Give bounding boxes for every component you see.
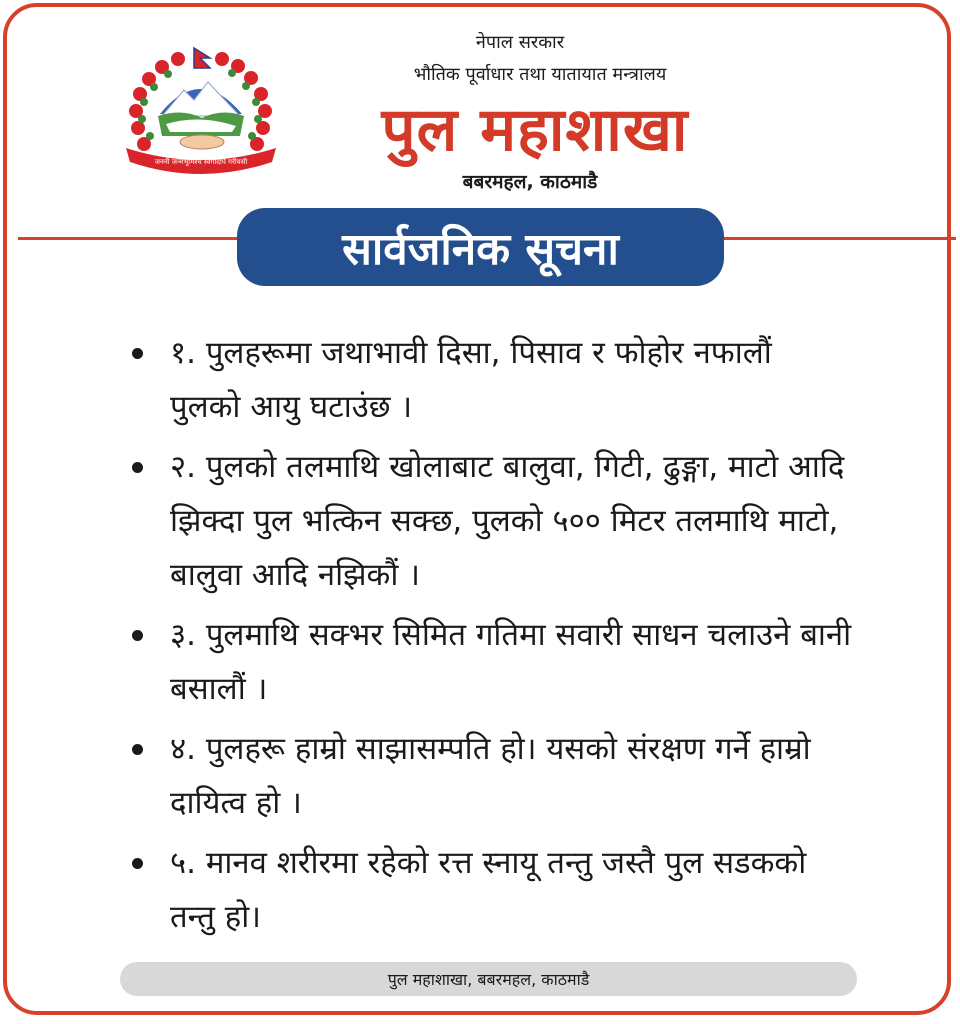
- office-title: पुल महाशाखा: [381, 95, 689, 165]
- notice-text: २. पुलको तलमाथि खोलाबाट बालुवा, गिटी, ढुङ्गा, माटो आदि झिक्दा पुल भत्किन सक्छ, पुलको ५०० मिटर तलमाथि माटो, बालुवा आदि नझिकौं ।: [170, 449, 845, 593]
- banner-title: सार्वजनिक सूचना: [342, 224, 619, 275]
- list-item: [132, 326, 852, 434]
- notice-text: ४. पुलहरू हाम्रो साझासम्पति हो। यसको संरक्षण गर्ने हाम्रो दायित्व हो ।: [170, 731, 811, 821]
- bullet-icon: [132, 858, 143, 869]
- divider-left: [18, 237, 243, 240]
- notice-text: ५. मानव शरीरमा रहेको रत्त स्नायू तन्तु जस्तै पुल सडकको तन्तु हो।: [170, 845, 807, 935]
- svg-text:जननी जन्मभूमिश्च स्वर्गादपि गर: जननी जन्मभूमिश्च स्वर्गादपि गरीयसी: [154, 158, 248, 166]
- bullet-icon: [132, 744, 143, 755]
- notice-text: १. पुलहरूमा जथाभावी दिसा, पिसाव र फोहोर नफालौं पुलको आयु घटाउंछ ।: [170, 335, 772, 425]
- bullet-icon: [132, 462, 143, 473]
- notice-list: [132, 326, 852, 950]
- divider-right: [722, 237, 956, 240]
- footer-bar: [120, 962, 857, 996]
- office-address: बबरमहल, काठमाडै: [462, 171, 598, 193]
- public-notice-banner: [237, 208, 724, 286]
- list-item: [132, 836, 852, 944]
- footer-text: पुल महाशाखा, बबरमहल, काठमाडै: [387, 970, 590, 989]
- notice-text: ३. पुलमाथि सक्भर सिमित गतिमा सवारी साधन चलाउने बानी बसालौं ।: [170, 617, 852, 707]
- bullet-icon: [132, 630, 143, 641]
- ministry-name: भौतिक पूर्वाधार तथा यातायात मन्त्रालय: [413, 64, 667, 85]
- list-item: [132, 440, 852, 602]
- government-name: नेपाल सरकार: [475, 32, 565, 53]
- list-item: [132, 608, 852, 716]
- list-item: [132, 722, 852, 830]
- bullet-icon: [132, 348, 143, 359]
